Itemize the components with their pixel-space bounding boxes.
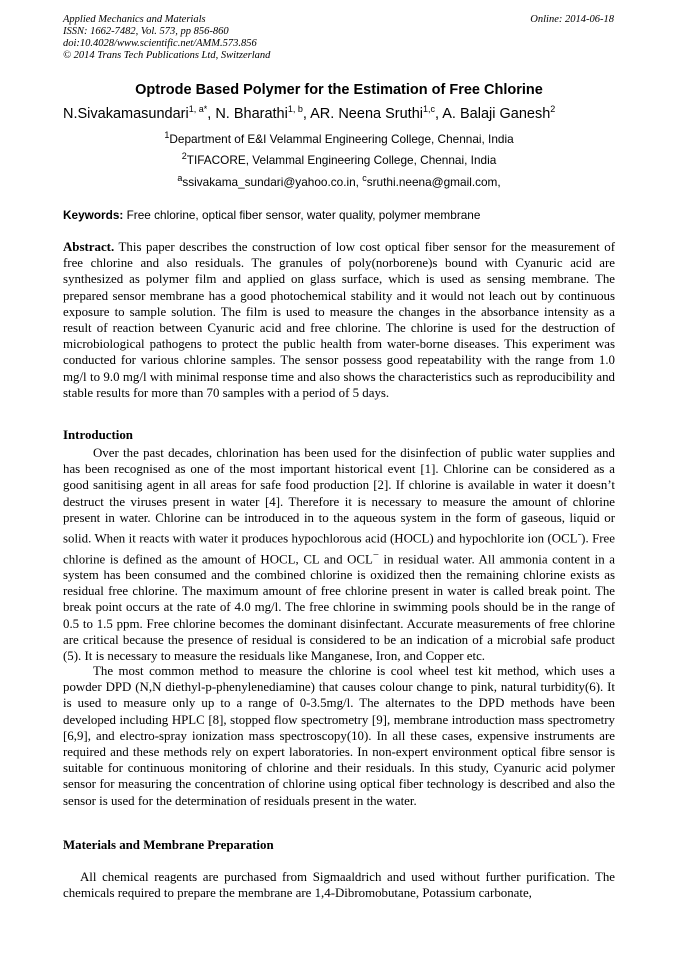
online-date: Online: 2014-06-18 xyxy=(530,14,614,25)
journal-name: Applied Mechanics and Materials xyxy=(63,14,206,25)
materials-heading: Materials and Membrane Preparation xyxy=(63,838,274,852)
author-affiliation-mark: 1, b xyxy=(287,104,303,114)
affiliation-2: $^2$TIFACORE, Velammal Engineering College, Chennai, India xyxy=(181,151,497,167)
email-line: $^a$ssivakama_sundari@yahoo.co.in, $^c$sruthi.neena@gmail.com, xyxy=(177,173,501,189)
paper-title: Optrode Based Polymer for the Estimation of Free Chlorine xyxy=(135,82,543,98)
journal-header xyxy=(63,14,270,62)
author-name: N. Bharathi xyxy=(215,105,288,122)
author-affiliation-mark: 2 xyxy=(550,104,556,114)
copyright-line: © 2014 Trans Tech Publications Ltd, Switzerland xyxy=(63,50,271,61)
keywords-text: Free chlorine, optical fiber sensor, water quality, polymer membrane xyxy=(123,208,481,222)
abstract-text: This paper describes the construction of low cost optical fiber sensor for the measurement of free chlorine and also residuals. The granules of poly(norborene)s bound with Cyanuric acid are synthesized as polymer film and applied on glass surface, which is used as sensing membrane. The prepared sensor membrane has a good photochemical stability and it would not leach out by continuous exposure to sample solution. The film is used to measure the changes in the absorbance intensity as a result of reaction between Cyanuric acid and free chlorine. The chlorine is used for the destruction of microbiological pathogens to protect the public health from water-borne diseases. This experiment was conducted for various chlorine samples. The sensor possess good repeatability with the range from 1.0 mg/l to 9.0 mg/l with minimal response time and also shows the characteristics such as reproducibility and stable results for more than 70 samples with a period of 5 days. xyxy=(63,240,615,400)
introduction-heading: Introduction xyxy=(63,428,133,442)
abstract-label: Abstract. xyxy=(63,240,115,254)
abstract-paragraph xyxy=(63,239,615,401)
author-name: AR. Neena Sruthi xyxy=(310,105,423,122)
issn-line: ISSN: 1662-7482, Vol. 573, pp 856-860 xyxy=(63,26,229,37)
affiliation-1: $^1$Department of E&I Velammal Engineering College, Chennai, India xyxy=(164,130,514,146)
keywords xyxy=(63,208,615,222)
keywords-label: Keywords: xyxy=(63,208,124,222)
author-list: N.Sivakamasundari$^{1, a*}$, N. Bharathi$^{1, b}$, AR. Neena Sruthi$^{1,c}$, A. Balaji Ganesh$^2$ xyxy=(63,104,556,122)
introduction-paragraph-2: The most common method to measure the chlorine is cool wheel test kit method, which uses a powder DPD (N,N diethyl-p-phenylenediamine) that causes colour change to pink, natural turbidity(6). It is used to measure only up to a range of 0-3.5mg/l. The alternates to the DPD methods have been developed including HPLC [8], stopped flow spectrometry [9], membrane introduction mass spectrometry [6,9], and electro-spray ionization mass spectroscopy(10). In all these cases, expensive instruments are required and these methods rely on expert laboratories. In non-expert environment optical fibre sensor is suitable for continuous monitoring of chlorine and their residuals. In this study, Cyanuric acid polymer sensor for measuring the concentration of chlorine using optical fiber technology is described and also the sensor is used for the determination of residuals present in the water. xyxy=(63,664,615,808)
author-name: A. Balaji Ganesh xyxy=(442,105,551,122)
materials-paragraph-1: All chemical reagents are purchased from Sigmaaldrich and used without further purification. The chemicals required to prepare the membrane are 1,4-Dibromobutane, Potassium carbonate, xyxy=(63,870,615,901)
author-name: N.Sivakamasundari xyxy=(63,105,189,122)
introduction-paragraph-1: Over the past decades, chlorination has been used for the disinfection of public water supplies and has been recognised as one of the most important historical event [1]. Chlorine can be considered as a good sanitising agent in all areas for safe food production [2]. If chlorine is available in water it doesn’t destruct the viruses present in water [4]. Therefore it is necessary to measure the amount of chlorine present in water. Chlorine can be introduced in to the aqueous system in the form of gaseous, liquid or solid. When it reacts with water it produces hypochlorous acid (HOCL) and hypochlorite ion (OCL-). Free chlorine is defined as the amount of HOCL, CL and OCL− in residual water. All ammonia content in a system has been consumed and the combined chlorine is oxidized then the remaining chlorine exists as residual free chlorine. The maximum amount of free chlorine present in water is called break point. The break point occurs at the rate of 4.0 mg/l. The free chlorine in swimming pools should be in the range of 0.5 to 1.5 ppm. Free chlorine becomes the dominant disinfectant. Accurate measurements of free chlorine are critical because the presence of residual is considered to be an indication of a microbial safe product (5). It is necessary to measure the residuals like Manganese, Iron, and Copper etc. xyxy=(63,446,615,664)
doi-line: doi:10.4028/www.scientific.net/AMM.573.856 xyxy=(63,38,257,49)
author-affiliation-mark: 1,c xyxy=(422,104,435,114)
author-affiliation-mark: 1, a* xyxy=(188,104,208,114)
